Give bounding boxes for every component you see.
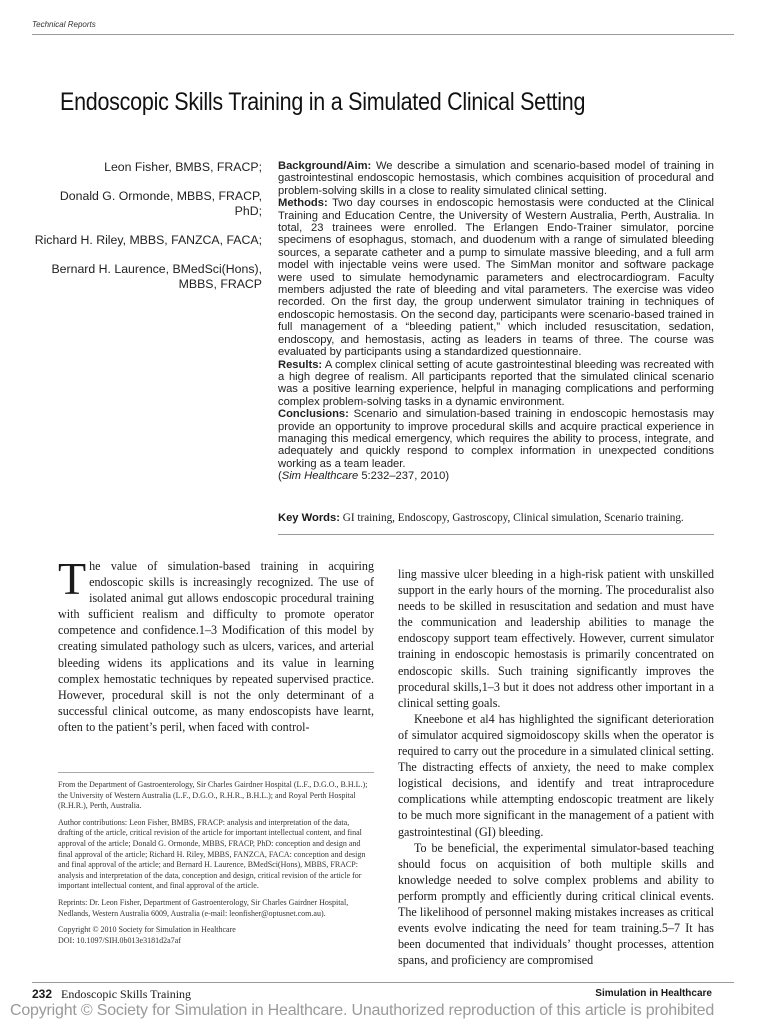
body-paragraph: ling massive ulcer bleeding in a high-risk patient with unskilled support in the early hours of the morning. The proceduralist also needs to be skilled in resuscitation and sedation and must have the communication and leadership abilities to manage the endoscopy support team effectively. However, current simulator training in endoscopic hemostasis is primarily concentrated on endoscopic skills. Such training significantly improves the procedural skills,1–3 but it does not address other important in a clinical setting goals. [398,567,714,710]
author-1: Leon Fisher, BMBS, FRACP; [104,160,262,174]
keywords-divider [278,534,714,535]
page-footer-left [32,987,191,1002]
results-text: A complex clinical setting of acute gastrointestinal bleeding was recreated with a high degree of realism. All participants reported that the simulated clinical scenario was a positive learning experience, helpful in managing complications and performing complex problem-solving tasks in a dynamic environment. [278,358,714,408]
abstract-methods [278,197,714,358]
methods-text: Two day courses in endoscopic hemostasis were conducted at the Clinical Training and Education Centre, the University of Western Australia, Perth, Australia. In total, 23 trainees were enrolled. The Erlangen Endo-Trainer simulator, porcine specimens of esophagus, stomach, and duodenum with a range of simulated bleeding sources, a separate catheter and a pump to simulate massive bleeding, and a full arm model with injectable veins were used. The SimMan monitor and software package were used to simulate hemodynamic parameters and electrocardiogram. Faculty members adjusted the rate of bleeding and vital parameters. The exercise was video recorded. On the first day, the group underwent simulator training in techniques of endoscopic hemostasis. On the second day, participants were scenario-based trained in full management of a “bleeding patient,” which included resuscitation, sedation, endoscopy, and hemostasis, acting as leaders in teams of three. The course was evaluated by participants using a standardized questionnaire. [278,197,715,359]
paragraph-text: he value of simulation-based training in acquiring endoscopic skills is increasingly recognized. The use of isolated animal gut allows endoscopic procedural training with sufficient realism and difficulty to promote operator competence and confidence.1–3 Modification of this model by creating simulated pathology such as ulcers, varices, and arterial bleeding widens its applications and its value in learning complex hemostatic techniques by repeated supervised practice. However, procedural skill is not the only determinant of a successful clinical outcome, as many endoscopists have learnt, often to the patient’s peril, when faced with control- [58,559,374,734]
footnote-copyright: Copyright © 2010 Society for Simulation in Healthcare [58,925,236,935]
citation-details: 5:232–237, 2010 [361,470,446,483]
keywords [278,512,718,524]
keywords-label: Key Words: [278,512,340,524]
body-paragraph: To be beneficial, the experimental simulator-based teaching should focus on acquisition of both multiple skills and knowledge needed to solve complex problems and ability to perform promptly and efficiently during critical clinical events. The likelihood of personnel making mistakes increases as critical events evolve indicating the need for team training.5–7 It has been documented that individuals’ thought processes, attention spans, and proficiency are compromised [398,840,714,968]
footnote-reprints: Reprints: Dr. Leon Fisher, Department of Gastroenterology, Sir Charles Gairdner Hospital, Nedlands, Western Australia 6009, Australia (e-mail: leonfisher@optusnet.com.au). [58,897,349,918]
author-2: Donald G. Ormonde, MBBS, FRACP, PhD; [59,189,262,218]
section-tag: Technical Reports [32,20,96,29]
running-title: Endoscopic Skills Training [61,987,192,1001]
drop-cap: T [58,553,87,604]
footnote-affiliation: From the Department of Gastroenterology, Sir Charles Gairdner Hospital (L.F., D.G.O., B.H.L.); the University of Western Australia (L.F., D.G.O., R.H.R., B.H.L.); and Royal Perth Hospital (R.H.R.), Perth, Australia. [58,780,368,811]
page-number: 232 [32,987,53,1001]
background-text: We describe a simulation and scenario-based model of training in gastrointestinal endoscopic hemostasis, which combines acquisition of procedural and problem-solving skills in a close to reality simulated clinical setting. [278,160,714,197]
author-4: Bernard H. Laurence, BMedSci(Hons), MBBS, FRACP [51,262,262,291]
results-label: Results: [278,358,323,371]
abstract-conclusions [278,408,714,470]
body-column-right [398,566,714,968]
abstract [278,160,714,483]
body-column-left [58,553,374,735]
conclusions-label: Conclusions: [278,408,349,421]
methods-label: Methods: [278,197,328,210]
footnote-doi: DOI: 10.1097/SIH.0b013e3181d2a7af [58,935,181,945]
conclusions-text: Scenario and simulation-based training in endoscopic hemostasis may provide an opportunity to improve procedural skills and acquire practical experience in managing this medical emergency, which requires the ability to process, integrate, and adequately and quickly respond to complex information in unexpected conditions working as a team leader. [278,408,715,470]
footnotes [58,780,374,952]
citation-journal: Sim Healthcare [281,470,359,483]
abstract-citation: (Sim Healthcare 5:232–237, 2010) [278,470,450,483]
footnote-divider [58,772,374,773]
header-divider [32,34,734,35]
article-title: Endoscopic Skills Training in a Simulated Clinical Setting [60,88,586,116]
footer-divider [32,982,734,983]
author-3: Richard H. Riley, MBBS, FANZCA, FACA; [34,233,262,247]
background-label: Background/Aim: [278,160,372,172]
body-paragraph [58,553,374,735]
footnote-contributions: Author contributions: Leon Fisher, BMBS, FRACP: analysis and interpretation of the data, drafting of the article, critical revision of the article for important intellectual content, and final approval of the article; Donald G. Ormonde, MBBS, FRACP, PhD: conception and design and final approval of the article; Richard H. Riley, MBBS, FANZCA, FACA: conception and design and final approval of the article; and Bernard H. Laurence, BMedSci(Hons), MBBS, FRACP: analysis and interpretation of the data, conception and design, critical revision of the article for important intellectual content, and final approval of the article. [58,817,366,891]
journal-name: Simulation in Healthcare [595,988,712,999]
body-paragraph: Kneebone et al4 has highlighted the significant deterioration of simulator acquired sigmoidoscopy skills when the operator is required to carry out the procedure in a simulated clinical setting. The distracting effects of anxiety, the need to make complex logistical decisions, and identify and treat intraprocedure complications while attempting endoscopic treatment are likely to be much more significant in the management of a patient with gastrointestinal (GI) bleeding. [398,711,715,839]
abstract-background [278,160,714,197]
author-list [30,160,262,306]
copyright-watermark: Copyright © Society for Simulation in Healthcare. Unauthorized reproduction of this article is prohibited [10,1002,715,1019]
abstract-results [278,359,714,409]
keywords-text: GI training, Endoscopy, Gastroscopy, Clinical simulation, Scenario training. [342,512,684,524]
